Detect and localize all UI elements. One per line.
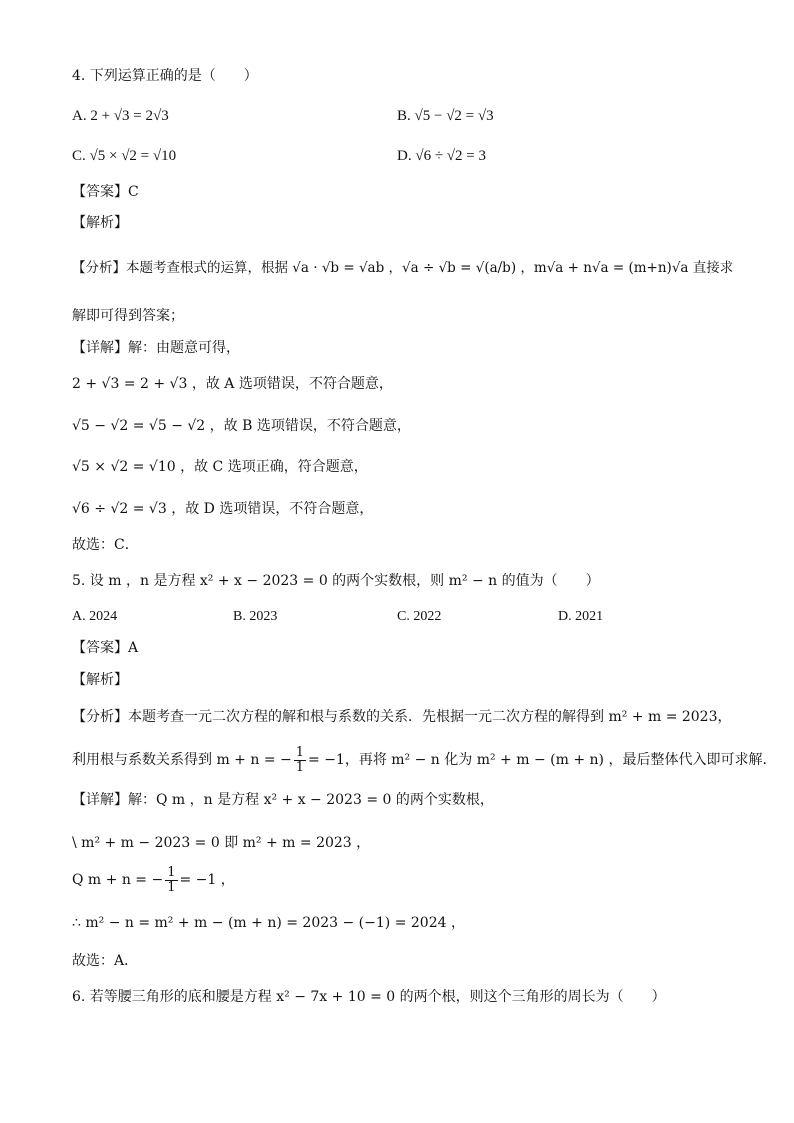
q5-detail-fraction-denominator: 1 bbox=[167, 879, 176, 895]
q5-option-b: B. 2023 bbox=[233, 609, 278, 624]
q5-stem: 5. 设 m ，n 是方程 x² + x − 2023 = 0 的两个实数根，则 m² − n 的值为（ ） bbox=[72, 573, 600, 589]
q5-detail-2 bbox=[72, 860, 235, 900]
q4-answer: 【答案】C bbox=[72, 184, 139, 200]
q5-analysis-fraction bbox=[294, 746, 306, 775]
q4-option-b: B. √5 − √2 = √3 bbox=[397, 108, 494, 124]
q4-analysis-line1: 【分析】本题考查根式的运算，根据 √a · √b = √ab ，√a ÷ √b = √(a/b) ，m√a + n√a = (m+n)√a 直接求 bbox=[72, 260, 734, 276]
q5-answer: 【答案】A bbox=[72, 640, 139, 656]
q5-option-a: A. 2024 bbox=[72, 609, 118, 624]
q5-analysis-line2-post: = −1，再将 m² − n 化为 m² + m − (m + n) ，最后整体代入即可求解． bbox=[308, 752, 777, 768]
q5-analysis-fraction-denominator: 1 bbox=[295, 759, 305, 775]
q4-analysis-line2: 解即可得到答案； bbox=[72, 308, 184, 324]
q5-detail-intro: 【详解】解：Q m ，n 是方程 x² + x − 2023 = 0 的两个实数根， bbox=[72, 792, 494, 808]
q5-option-d: D. 2021 bbox=[558, 609, 604, 624]
q5-detail-fraction-numerator: 1 bbox=[167, 864, 176, 880]
q5-detail-2-post: = −1 ， bbox=[179, 872, 235, 888]
q5-analysis-line1: 【分析】本题考查一元二次方程的解和根与系数的关系．先根据一元二次方程的解得到 m² + m = 2023， bbox=[72, 709, 732, 725]
q5-analysis-heading: 【解析】 bbox=[72, 672, 128, 688]
q5-detail-2-pre: Q m + n = − bbox=[72, 872, 164, 888]
q4-option-a: A. 2 + √3 = 2√3 bbox=[72, 108, 169, 124]
q6-stem: 6. 若等腰三角形的底和腰是方程 x² − 7x + 10 = 0 的两个根，则这个三角形的周长为（ ） bbox=[72, 989, 666, 1005]
q4-option-d: D. √6 ÷ √2 = 3 bbox=[397, 148, 486, 164]
q5-choose: 故选：A． bbox=[72, 953, 139, 969]
q4-detail-a: 2 + √3 = 2 + √3 ，故 A 选项错误，不符合题意， bbox=[72, 376, 393, 392]
q5-detail-3: ∴ m² − n = m² + m − (m + n) = 2023 − (−1) = 2024 ， bbox=[72, 915, 465, 931]
q4-detail-c: √5 × √2 = √10 ，故 C 选项正确，符合题意， bbox=[72, 459, 368, 475]
q4-detail-b: √5 − √2 = √5 − √2 ，故 B 选项错误，不符合题意， bbox=[72, 418, 411, 434]
q4-detail-intro: 【详解】解：由题意可得， bbox=[72, 340, 240, 356]
q4-choose: 故选：C． bbox=[72, 537, 139, 553]
q4-option-c: C. √5 × √2 = √10 bbox=[72, 148, 177, 164]
q5-detail-1: \ m² + m − 2023 = 0 即 m² + m = 2023 ， bbox=[72, 835, 371, 851]
q4-analysis-heading: 【解析】 bbox=[72, 215, 128, 231]
q4-detail-d: √6 ÷ √2 = √3 ，故 D 选项错误，不符合题意， bbox=[72, 501, 374, 517]
q4-stem: 4. 下列运算正确的是（ ） bbox=[72, 68, 258, 84]
q5-analysis-line2-pre: 利用根与系数关系得到 m + n = − bbox=[72, 752, 292, 768]
q5-analysis-fraction-numerator: 1 bbox=[295, 744, 305, 760]
q5-detail-fraction bbox=[165, 866, 177, 895]
q5-analysis-line2 bbox=[72, 740, 776, 780]
q5-option-c: C. 2022 bbox=[397, 609, 442, 624]
